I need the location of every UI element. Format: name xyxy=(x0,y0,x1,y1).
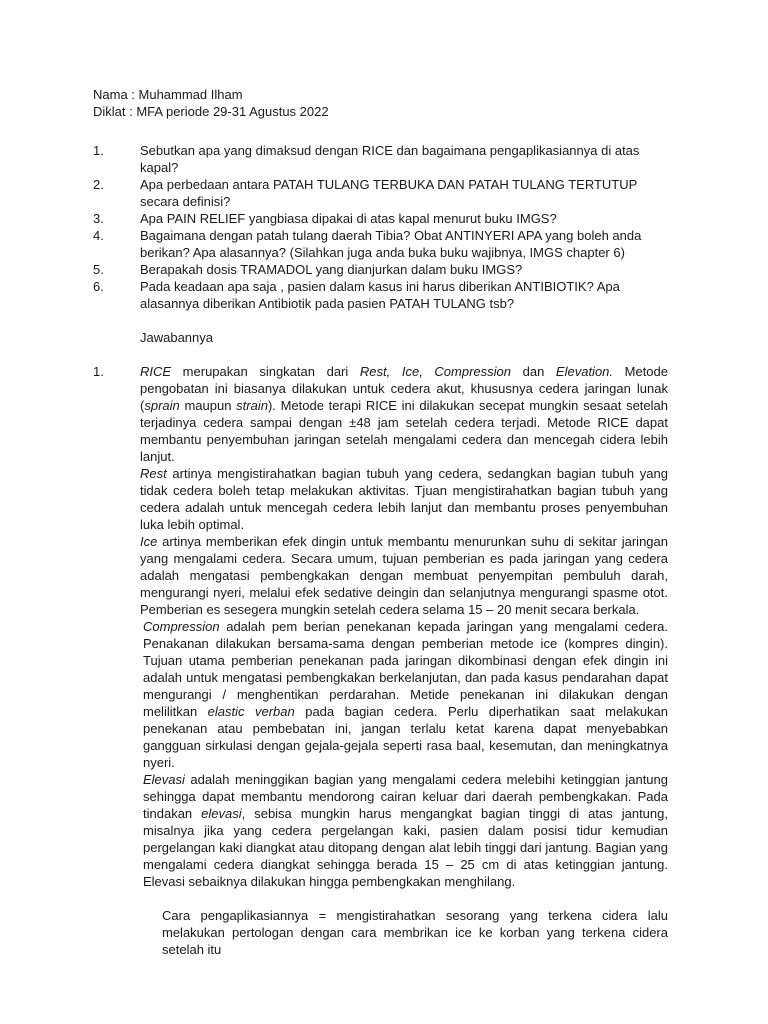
question-text: Berapakah dosis TRAMADOL yang dianjurkan dalam buku IMGS? xyxy=(140,262,523,277)
question-item: 5. Berapakah dosis TRAMADOL yang dianjurkan dalam buku IMGS? xyxy=(93,261,668,278)
elevasi-paragraph: Elevasi adalah meninggikan bagian yang mengalami cedera melebihi ketinggian jantung sehingga dapat membantu mendorong cairan keluar dari daerah pembengkakan. Pada tindakan elevasi, sebisa mungkin harus mengangkat bagian tinggi di atas jantung, misalnya jika yang cedera pergelangan kaki, pasien dalam posisi tidur kemudian pergelangan kaki diangkat atau ditopang dengan alat lebih tinggi dari jantung. Bagian yang mengalami cedera diangkat sehingga berada 15 – 25 cm di atas ketinggian jantung. Elevasi sebaiknya dilakukan hingga pembengkakan menghilang. xyxy=(143,772,668,889)
answer-body xyxy=(140,363,668,890)
question-text: Pada keadaan apa saja , pasien dalam kasus ini harus diberikan ANTIBIOTIK? Apa alasannya diberikan Antibiotik pada pasien PATAH TULANG tsb? xyxy=(140,279,620,311)
question-item: 3. Apa PAIN RELIEF yangbiasa dipakai di atas kapal menurut buku IMGS? xyxy=(93,210,668,227)
compression-paragraph: Compression adalah pem berian penekanan kepada jaringan yang mengalami cedera. Penakanan dilakukan bersama-sama dengan pemberian metode ice (kompres dingin). Tujuan utama pemberian penekanan pada jaringan dikombinasi dengan efek dingin ini adalah untuk mengatasi pembengkakan berkelanjutan, dan pada kasus pendarahan dapat mengurangi / menghentikan perdarahan. Metide penekanan ini dilakukan dengan melilitkan elastic verban pada bagian cedera. Perlu diperhatikan saat melakukan penekanan atau pembebatan ini, jangan terlalu ketat karena dapat menyebabkan gangguan sirkulasi dengan gejala-gejala seperti rasa baal, kesemutan, dan meningkatnya nyeri. xyxy=(143,619,669,770)
question-text: Apa PAIN RELIEF yangbiasa dipakai di atas kapal menurut buku IMGS? xyxy=(140,211,557,226)
student-name: Nama : Muhammad Ilham xyxy=(93,87,243,102)
question-item: 1. Sebutkan apa yang dimaksud dengan RICE dan bagaimana pengaplikasiannya di atas kapal? xyxy=(93,142,668,176)
question-text: Bagaimana dengan patah tulang daerah Tibia? Obat ANTINYERI APA yang boleh anda berikan? Apa alasannya? (Silahkan juga anda buka buku wajibnya, IMGS chapter 6) xyxy=(140,228,642,260)
application-paragraph: Cara pengaplikasiannya = mengistirahatkan sesorang yang terkena cidera lalu melakukan pertologan dengan cara membrikan ice ke korban yang terkena cidera setelah itu xyxy=(162,908,668,957)
question-item: 4. Bagaimana dengan patah tulang daerah Tibia? Obat ANTINYERI APA yang boleh anda berikan? Apa alasannya? (Silahkan juga anda buka buku wajibnya, IMGS chapter 6) xyxy=(93,227,668,261)
answer-number: 1. xyxy=(93,364,104,379)
rice-paragraph: RICE merupakan singkatan dari Rest, Ice, Compression dan Elevation. Metode pengobatan ini biasanya dilakukan untuk cedera akut, khususnya cedera jaringan lunak (sprain maupun strain). Metode terapi RICE ini dilakukan secepat mungkin sesaat setelah terjadinya cedera sampai dengan ±48 jam setelah cedera terjadi. Metode RICE dapat membantu penyembuhan jaringan setelah mengalami cedera dan mencegah cidera lebih lanjut. xyxy=(140,364,668,464)
question-text: Apa perbedaan antara PATAH TULANG TERBUKA DAN PATAH TULANG TERTUTUP secara definisi? xyxy=(140,177,638,209)
answers-heading: Jawabannya xyxy=(140,330,213,345)
question-text: Sebutkan apa yang dimaksud dengan RICE dan bagaimana pengaplikasiannya di atas kapal? xyxy=(140,143,640,175)
answer-1 xyxy=(93,363,668,890)
question-item: 2. Apa perbedaan antara PATAH TULANG TERBUKA DAN PATAH TULANG TERTUTUP secara definisi? xyxy=(93,176,668,210)
question-list xyxy=(93,142,668,312)
question-item: 6. Pada keadaan apa saja , pasien dalam kasus ini harus diberikan ANTIBIOTIK? Apa alasannya diberikan Antibiotik pada pasien PATAH TULANG tsb? xyxy=(93,278,668,312)
ice-paragraph: Ice artinya memberikan efek dingin untuk membantu menurunkan suhu di sekitar jaringan yang mengalami cedera. Secara umum, tujuan pemberian es pada jaringan yang cedera adalah mengatasi pembengkakan dengan membuat penyempitan pembuluh darah, mengurangi nyeri, melalui efek sedative deingin dan selanjutnya mengurangi spasme otot. Pemberian es sesegera mungkin setelah cedera selama 15 – 20 menit secara berkala. xyxy=(140,534,668,617)
rest-paragraph: Rest artinya mengistirahatkan bagian tubuh yang cedera, sedangkan bagian tubuh yang tidak cedera boleh tetap melakukan aktivitas. Tjuan mengistirahatkan bagian tubuh yang cedera adalah untuk mencegah cedera lebih lanjut dan membantu proses penyembuhan luka lebih optimal. xyxy=(140,466,668,532)
training-info: Diklat : MFA periode 29-31 Agustus 2022 xyxy=(93,104,329,119)
